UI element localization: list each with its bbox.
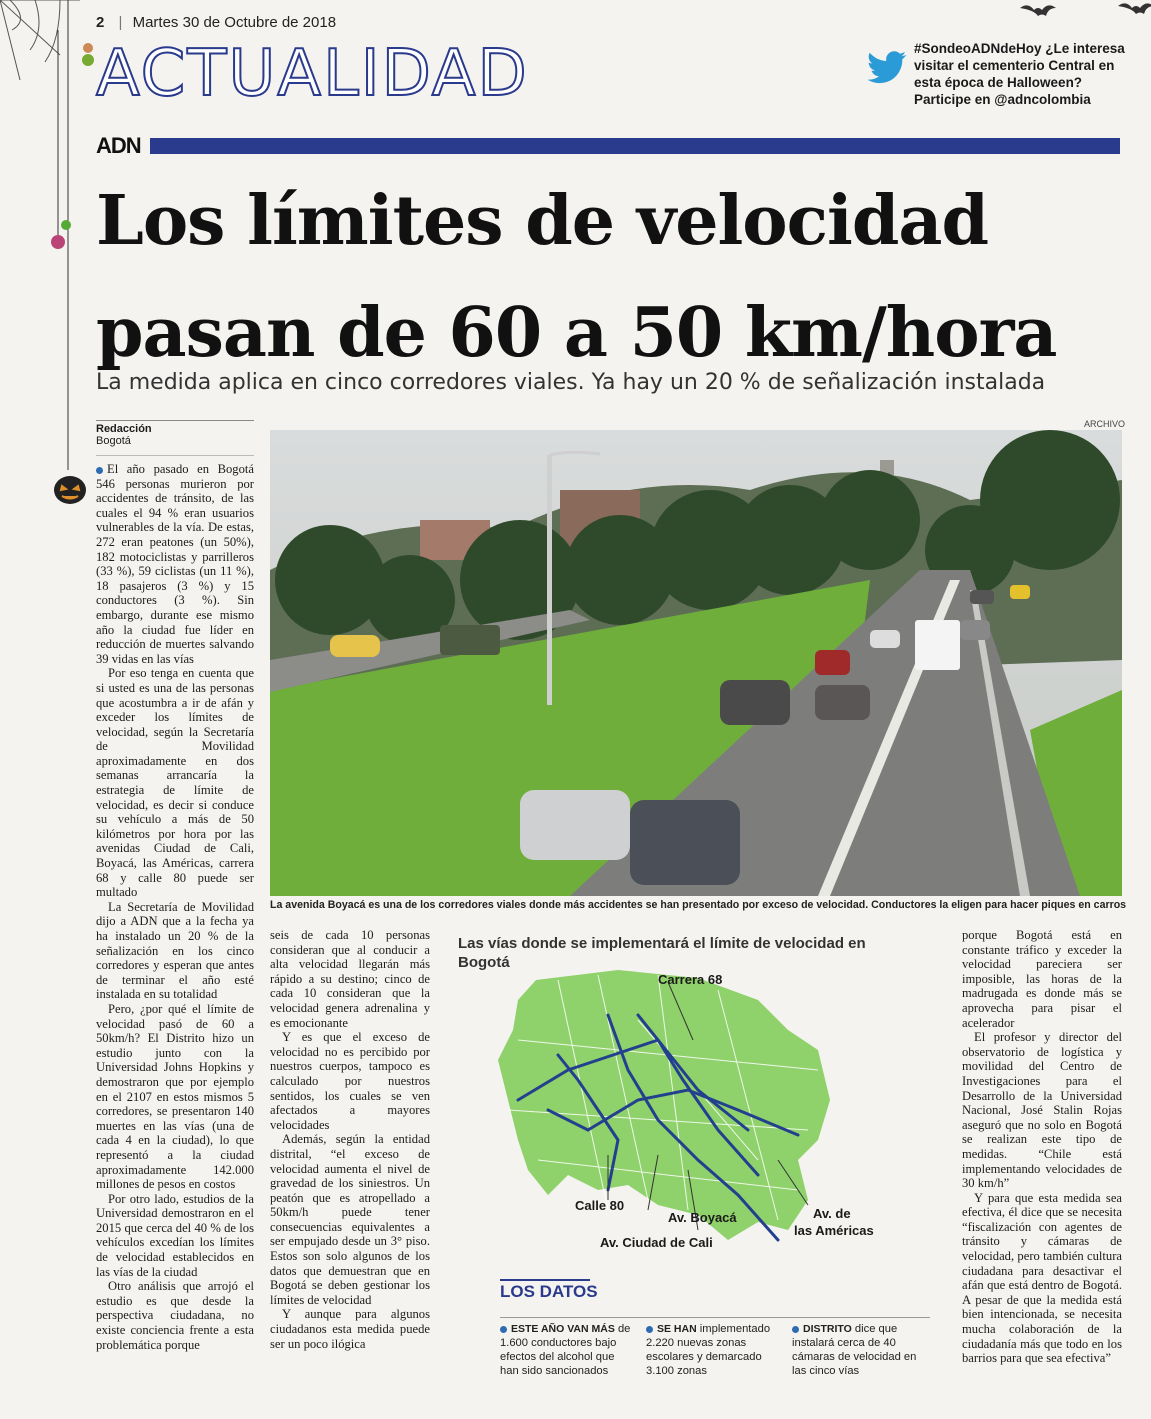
map-title: Las vías donde se implementará el límite de velocidad en Bogotá (458, 935, 866, 971)
paragraph: Otro análisis que arrojó el estudio es que desde la perspectiva ciudadana, no existe conciencia frente a esta problemática porque (96, 1279, 254, 1352)
datos-accent-rule (500, 1279, 590, 1281)
paragraph: El profesor y director del observatorio de logística y movilidad del Centro de Investigaciones para el Desarrollo de la Universidad Nacional, José Stalin Rojas aseguró que no solo en Bogotá se realizan este tipo de medidas. “Chile está implementando velocidades de 30 km/h” (962, 1030, 1122, 1191)
map-label-av-ciudad-de-cali: Av. Ciudad de Cali (600, 1235, 713, 1250)
article-column-2 (270, 928, 430, 1386)
headline (96, 165, 1126, 389)
avenida-boyaca-photo (270, 430, 1122, 896)
photo-caption: La avenida Boyacá es una de los corredores viales donde más accidentes se han presentado por exceso de velocidad. Conductores la eligen para hacer piques en carros (270, 899, 1127, 911)
brand-rule (150, 138, 1120, 154)
headline-line-1: Los límites de velocidad (96, 181, 989, 261)
byline-city: Bogotá (96, 435, 131, 447)
brand-bar (96, 133, 1120, 158)
map-label-av-americas-2: las Américas (794, 1223, 874, 1238)
paragraph: La Secretaría de Movilidad dijo a ADN que a la fecha ya ha instalado un 20 % de la señalización en los cinco corredores y esperan que antes de terminar el año esté instalada en su totalidad (96, 899, 254, 1002)
paragraph: Por eso tenga en cuenta que si usted es una de las personas que acostumbra a ir de afán y exceder los límites de velocidad, según la Secretaría de Movilidad aproximadamente en dos semanas arrancaría la estrategia de límite de velocidad, es decir si conduce su vehículo a más de 50 kilómetros por hora por las avenidas Ciudad de Cali, Boyacá, las Américas, carrera 68 y calle 80 puede ser multado (96, 666, 254, 900)
spiderweb-decoration (0, 0, 95, 520)
pumpkin-decoration (52, 470, 88, 506)
article-column-1 (96, 462, 254, 1382)
byline (96, 420, 254, 447)
article-column-4 (962, 928, 1122, 1398)
subheadline: La medida aplica en cinco corredores viales. Ya hay un 20 % de señalización instalada (96, 370, 1046, 395)
paragraph: Y para que esta medida sea efectiva, él dice que se necesita “fiscalización con agentes de tránsito y cámaras de velocidad, pero también cultura ciudadana para desactivar el afán que está dentro de Bogotá. A pesar de que la medida está bien intencionada, se necesita mucha colaboración de la ciudadanía más que todo en los barrios para que sea efectiva” (962, 1190, 1122, 1366)
bogota-map (458, 960, 952, 1270)
headline-line-2: pasan de 60 a 50 km/hora (96, 293, 1057, 373)
map-label-av-americas-1: Av. de (813, 1206, 851, 1221)
paragraph: El año pasado en Bogotá 546 personas murieron por accidentes de tránsito, de las cuales el 94 % eran usuarios vulnerables de la vía. De estas, 272 eran peatones (un 50%), 182 motociclistas y parrilleros (33 %), 59 ciclistas (un 11 %), 18 pasajeros (3 %) y 15 conductores (3 %). Sin embargo, durante ese mismo año la ciudad fue líder en reducción de muertes salvando 39 vidas en las vías (96, 462, 254, 666)
issue-date: Martes 30 de Octubre de 2018 (132, 14, 337, 31)
dato-item: SE HAN implementado 2.220 nuevas zonas escolares y demarcado 3.100 zonas (646, 1323, 771, 1377)
bullet-icon (646, 1326, 653, 1333)
paragraph: seis de cada 10 personas consideran que al conducir a alta velocidad llegarán más rápido a su destino; cinco de cada 10 consideran que la velocidad genera adrenalina y es emocionante (270, 928, 430, 1030)
paragraph: Y es que el exceso de velocidad no es percibido por nuestros cuerpos, tampoco es calculado por nuestros sentidos, los cuales se ven afectados a mayores velocidades (270, 1030, 430, 1132)
adn-logo: ADN (96, 133, 141, 158)
datos-heading: LOS DATOS (500, 1282, 598, 1301)
bogota-land-shape (498, 970, 830, 1240)
section-title: ACTUALIDAD (96, 37, 529, 111)
paragraph: Por otro lado, estudios de la Universidad demostraron en el 2015 que cerca del 40 % de los vehículos excedían los límites de velocidad establecidos en las vías de la ciudad (96, 1191, 254, 1279)
twitter-poll-text: #SondeoADNdeHoy ¿Le interesa visitar el cementerio Central en esta época de Halloween? Participe en @adncolombia (914, 41, 1125, 107)
paragraph: Además, según la entidad distrital, “el exceso de velocidad aumenta el nivel de gravedad de los siniestros. Un peatón que es atropellado a 50km/h puede tener consecuencias equivalentes a ser empujado desde un 3° piso. Estos son solo algunos de los datos que demuestran que en Bogotá se deben gestionar los límites de velocidad (270, 1132, 430, 1307)
twitter-poll (868, 40, 1130, 108)
paragraph: Pero, ¿por qué el límite de velocidad pasó de 60 a 50km/h? El Distrito hizo un estudio junto con la Universidad Johns Hopkins y demostraron que por ejemplo en el 2107 en estos mismos 5 corredores, se presentaron 140 muertes en las vías (una de cada 4 en la ciudad), lo que representó a la ciudad aproximadamente 142.000 millones de pesos en costos (96, 1001, 254, 1192)
paragraph: porque Bogotá está en constante tráfico y exceder la velocidad pareciera ser imposible, las horas de la madrugada es donde más se aprovecha para pisar el acelerador (962, 928, 1122, 1030)
page-header: 2 | Martes 30 de Octubre de 2018 (96, 14, 337, 31)
datos-divider (500, 1317, 930, 1318)
bullet-icon (792, 1326, 799, 1333)
photo-credit: ARCHIVO (1084, 419, 1126, 429)
map-label-calle-80: Calle 80 (575, 1198, 625, 1213)
dato-item: ESTE AÑO VAN MÁS de 1.600 conductores bajo efectos del alcohol que han sido sancionados (500, 1323, 631, 1377)
bullet-icon (96, 467, 103, 474)
paragraph: Y aunque para algunos ciudadanos esta medida puede ser un poco ilógica (270, 1307, 430, 1351)
byline-author: Redacción (96, 423, 152, 435)
byline-divider (96, 455, 254, 456)
map-label-carrera-68: Carrera 68 (658, 972, 723, 987)
twitter-bird-icon (868, 50, 908, 84)
page-number: 2 (96, 14, 105, 31)
bat-decoration (1010, 0, 1151, 22)
bullet-icon (500, 1326, 507, 1333)
dato-item: DISTRITO dice que instalará cerca de 40 cámaras de velocidad en las cinco vías (792, 1323, 917, 1377)
map-label-av-boyaca: Av. Boyacá (668, 1210, 737, 1225)
